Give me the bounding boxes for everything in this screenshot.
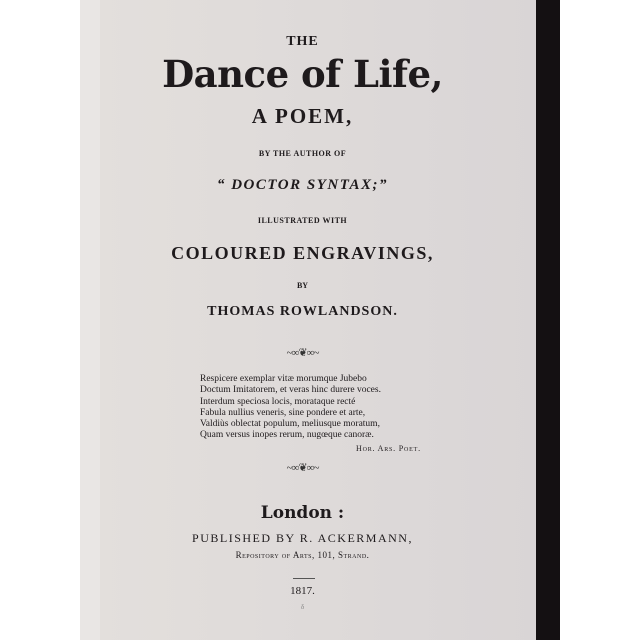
epigraph-line: Doctum Imitatorem, et veras hinc durere voces.	[200, 385, 381, 396]
epigraph	[200, 374, 381, 442]
divider	[293, 578, 315, 579]
illustrator-name: THOMAS ROWLANDSON.	[207, 304, 398, 319]
by-author-label: BY THE AUTHOR OF	[258, 149, 347, 158]
ornament-icon: ~∞❦∞~	[286, 347, 319, 359]
epigraph-line: Quam versus inopes rerum, nugœque canoræ.	[200, 430, 374, 441]
epigraph-line: Respicere exemplar vitæ morumque Jubebo	[200, 374, 367, 384]
epigraph-line: Interdum speciosa locis, morataque recté	[200, 396, 356, 407]
epigraph-line: Valdiùs oblectat populum, meliusque moratum,	[200, 419, 380, 430]
publication-year: 1817.	[290, 585, 315, 597]
publisher-address: Repository of Arts, 101, Strand.	[235, 550, 370, 560]
by-label: BY	[296, 281, 309, 290]
epigraph-line: Fabula nullius veneris, sine pondere et arte,	[200, 407, 366, 418]
author-work: “ DOCTOR SYNTAX;”	[216, 177, 389, 193]
engravings-heading: COLOURED ENGRAVINGS,	[171, 243, 434, 263]
epigraph-source: Hor. Ars. Poet.	[356, 444, 421, 453]
title-article: THE	[286, 34, 319, 49]
place-of-publication: London :	[260, 503, 345, 523]
book-title: Dance of Life,	[162, 52, 443, 96]
ornament-icon: ~∞❦∞~	[286, 462, 319, 474]
book-subtitle: A POEM,	[251, 104, 354, 128]
book-cover-edge	[536, 0, 560, 640]
book-inner-margin	[80, 0, 100, 640]
signature-mark: δ	[300, 603, 305, 611]
illustrated-label: ILLUSTRATED WITH	[257, 216, 348, 225]
publisher: PUBLISHED BY R. ACKERMANN,	[192, 531, 413, 545]
